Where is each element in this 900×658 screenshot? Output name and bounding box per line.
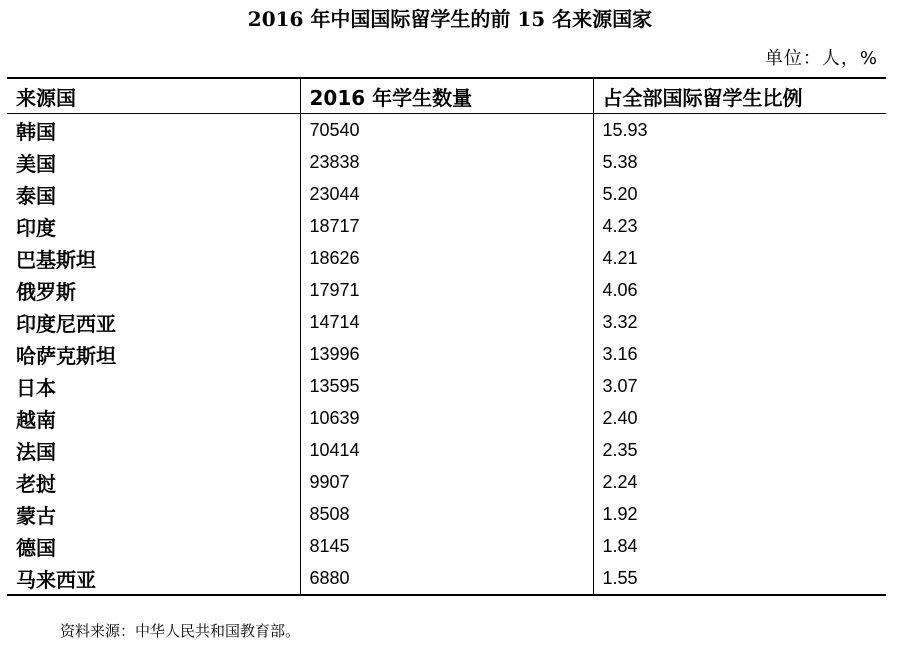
share-cell: 3.32 (593, 306, 886, 338)
table-row (7, 178, 886, 210)
share-cell: 5.38 (593, 146, 886, 178)
country-cell: 哈萨克斯坦 (16, 343, 116, 368)
share-cell: 4.06 (593, 274, 886, 306)
country-cell: 老挝 (16, 471, 56, 496)
country-cell: 日本 (16, 375, 56, 400)
student-count-cell: 18626 (300, 242, 593, 274)
table-row (7, 562, 886, 595)
student-count-cell: 17971 (300, 274, 593, 306)
column-header-share: 占全部国际留学生比例 (593, 78, 886, 114)
share-cell: 5.20 (593, 178, 886, 210)
table-row (7, 242, 886, 274)
student-count-cell: 6880 (300, 562, 593, 595)
country-cell: 俄罗斯 (16, 279, 76, 304)
unit-note: 单位：人，% (764, 48, 878, 69)
share-cell: 4.23 (593, 210, 886, 242)
country-cell: 马来西亚 (16, 567, 96, 592)
share-cell: 2.35 (593, 434, 886, 466)
share-cell: 1.84 (593, 530, 886, 562)
country-cell: 巴基斯坦 (16, 247, 96, 272)
share-cell: 3.16 (593, 338, 886, 370)
country-cell: 泰国 (16, 183, 56, 208)
student-count-cell: 23838 (300, 146, 593, 178)
share-cell: 1.92 (593, 498, 886, 530)
country-cell: 韩国 (16, 119, 56, 144)
student-count-cell: 10639 (300, 402, 593, 434)
table-header-row (7, 78, 886, 114)
student-count-cell: 18717 (300, 210, 593, 242)
share-cell: 2.24 (593, 466, 886, 498)
student-count-cell: 8145 (300, 530, 593, 562)
table-row (7, 530, 886, 562)
column-header-student-count: 2016 年学生数量 (300, 78, 593, 114)
country-cell: 美国 (16, 151, 56, 176)
share-cell: 4.21 (593, 242, 886, 274)
table-row (7, 434, 886, 466)
share-cell: 1.55 (593, 562, 886, 595)
column-header-country: 来源国 (7, 78, 300, 114)
student-count-cell: 10414 (300, 434, 593, 466)
table-row (7, 338, 886, 370)
student-count-cell: 70540 (300, 114, 593, 147)
table-body (7, 114, 886, 596)
table-row (7, 402, 886, 434)
share-cell: 2.40 (593, 402, 886, 434)
student-count-cell: 13996 (300, 338, 593, 370)
share-cell: 3.07 (593, 370, 886, 402)
country-cell: 印度 (16, 215, 56, 240)
table-row (7, 274, 886, 306)
students-table (7, 77, 886, 596)
share-cell: 15.93 (593, 114, 886, 147)
table-row (7, 306, 886, 338)
student-count-cell: 14714 (300, 306, 593, 338)
table-row (7, 466, 886, 498)
table-row (7, 146, 886, 178)
document-title: 2016 年中国国际留学生的前 15 名来源国家 (247, 7, 653, 31)
country-cell: 越南 (16, 407, 56, 432)
table-row (7, 210, 886, 242)
country-cell: 德国 (16, 535, 56, 560)
table-row (7, 498, 886, 530)
country-cell: 蒙古 (16, 503, 56, 528)
table-row (7, 370, 886, 402)
table-row (7, 114, 886, 147)
source-note: 资料来源：中华人民共和国教育部。 (60, 622, 301, 640)
student-count-cell: 23044 (300, 178, 593, 210)
country-cell: 法国 (16, 439, 56, 464)
student-count-cell: 8508 (300, 498, 593, 530)
student-count-cell: 13595 (300, 370, 593, 402)
country-cell: 印度尼西亚 (16, 311, 116, 336)
student-count-cell: 9907 (300, 466, 593, 498)
